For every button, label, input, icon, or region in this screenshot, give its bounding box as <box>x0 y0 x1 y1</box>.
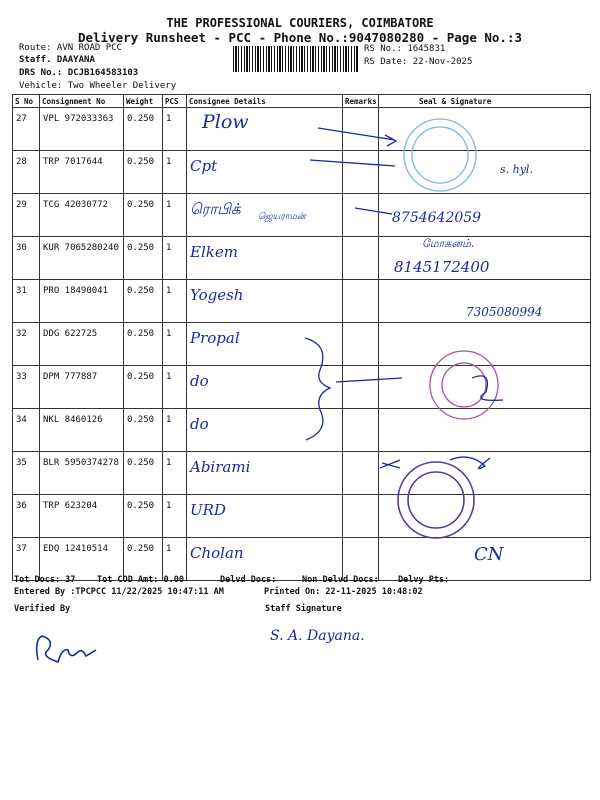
cell-pcs: 1 <box>163 495 187 538</box>
cell-pcs: 1 <box>163 108 187 151</box>
cell-sno: 32 <box>13 323 40 366</box>
cell-consignment: TRP 623204 <box>40 495 124 538</box>
hand-phone-1: 8754642059 <box>392 210 482 226</box>
handwritten-consignee: Propal <box>190 329 240 347</box>
delvd-docs: Delvd Docs: <box>220 575 277 585</box>
cell-weight: 0.250 <box>124 280 163 323</box>
route-label: Route: AVN ROAD PCC <box>19 43 122 53</box>
col-header: Consignee Details <box>187 95 343 108</box>
staff-label: Staff. DAAYANA <box>19 55 95 65</box>
handwritten-consignee: ரொபிக் <box>190 200 241 218</box>
hand-tamil-2: மோகனம். <box>422 237 475 250</box>
cell-consignment: KUR 7065280240 <box>40 237 124 280</box>
cell-pcs: 1 <box>163 237 187 280</box>
tot-cod-amt: Tot COD Amt: 0.00 <box>97 575 184 585</box>
col-header: Seal & Signature <box>379 95 591 108</box>
cell-sno: 36 <box>13 495 40 538</box>
handwritten-consignee: Elkem <box>190 243 238 261</box>
cell-sno: 31 <box>13 280 40 323</box>
staff-signature-label: Staff Signature <box>265 604 342 614</box>
cell-pcs: 1 <box>163 409 187 452</box>
handwritten-consignee: Abirami <box>190 458 251 476</box>
cell-sno: 27 <box>13 108 40 151</box>
hand-plow: Plow <box>202 111 249 133</box>
cell-weight: 0.250 <box>124 366 163 409</box>
hand-phone-3: 7305080994 <box>466 305 543 319</box>
col-header: Consignment No <box>40 95 124 108</box>
cell-weight: 0.250 <box>124 538 163 581</box>
cell-weight: 0.250 <box>124 194 163 237</box>
cell-sno: 30 <box>13 237 40 280</box>
cell-weight: 0.250 <box>124 409 163 452</box>
cell-consignment: VPL 972033363 <box>40 108 124 151</box>
cell-consignment: PRO 18490041 <box>40 280 124 323</box>
handwritten-consignee: do <box>190 372 209 390</box>
staff-signature-ink: S. A. Dayana. <box>270 628 365 644</box>
cell-consignment: DDG 622725 <box>40 323 124 366</box>
hand-initials: s. hyl. <box>500 163 533 176</box>
hand-cn: CN <box>474 544 504 565</box>
cell-pcs: 1 <box>163 538 187 581</box>
cell-sno: 34 <box>13 409 40 452</box>
col-header: PCS <box>163 95 187 108</box>
cell-weight: 0.250 <box>124 108 163 151</box>
cell-consignment: NKL 8460126 <box>40 409 124 452</box>
cell-weight: 0.250 <box>124 237 163 280</box>
col-header: Weight <box>124 95 163 108</box>
handwritten-consignee: Yogesh <box>190 286 244 304</box>
cell-sno: 28 <box>13 151 40 194</box>
vehicle-label: Vehicle: Two Wheeler Delivery <box>19 81 177 91</box>
cell-pcs: 1 <box>163 280 187 323</box>
cell-pcs: 1 <box>163 194 187 237</box>
cell-sno: 29 <box>13 194 40 237</box>
cell-weight: 0.250 <box>124 452 163 495</box>
cell-consignment: BLR 5950374278 <box>40 452 124 495</box>
cell-sno: 35 <box>13 452 40 495</box>
cell-consignment: TRP 7017644 <box>40 151 124 194</box>
rs-number: RS No.: 1645831 <box>364 44 446 54</box>
tot-docs: Tot Docs: 37 <box>14 575 76 585</box>
cell-weight: 0.250 <box>124 151 163 194</box>
printed-on: Printed On: 22-11-2025 10:48:02 <box>264 587 423 597</box>
hand-phone-2: 8145172400 <box>394 258 490 276</box>
cell-pcs: 1 <box>163 366 187 409</box>
cell-sno: 33 <box>13 366 40 409</box>
company-title: THE PROFESSIONAL COURIERS, COIMBATORE <box>166 16 434 30</box>
rs-date: RS Date: 22-Nov-2025 <box>364 57 473 67</box>
cell-pcs: 1 <box>163 452 187 495</box>
handwritten-consignee: Cpt <box>190 157 218 175</box>
handwritten-consignee: URD <box>190 501 226 519</box>
cell-consignment: EDQ 12410514 <box>40 538 124 581</box>
drs-number: DRS No.: DCJB164583103 <box>19 68 139 78</box>
cell-weight: 0.250 <box>124 495 163 538</box>
col-header: S No <box>13 95 40 108</box>
cell-pcs: 1 <box>163 151 187 194</box>
handwritten-consignee: Cholan <box>190 544 244 562</box>
cell-consignment: TCG 42030772 <box>40 194 124 237</box>
handwritten-consignee: do <box>190 415 209 433</box>
delvy-pts: Delvy Pts: <box>398 575 450 585</box>
verified-by-label: Verified By <box>14 604 71 614</box>
col-header: Remarks <box>343 95 379 108</box>
entered-by: Entered By :TPCPCC 11/22/2025 10:47:11 AM <box>14 587 224 597</box>
cell-pcs: 1 <box>163 323 187 366</box>
hand-tamil-1: ஜெயராமன் <box>258 212 306 222</box>
cell-sno: 37 <box>13 538 40 581</box>
cell-consignment: DPM 777887 <box>40 366 124 409</box>
runsheet-subtitle: Delivery Runsheet - PCC - Phone No.:9047080280 - Page No.:3 <box>77 30 522 45</box>
cell-weight: 0.250 <box>124 323 163 366</box>
non-delvd-docs: Non Delvd Docs: <box>302 575 379 585</box>
